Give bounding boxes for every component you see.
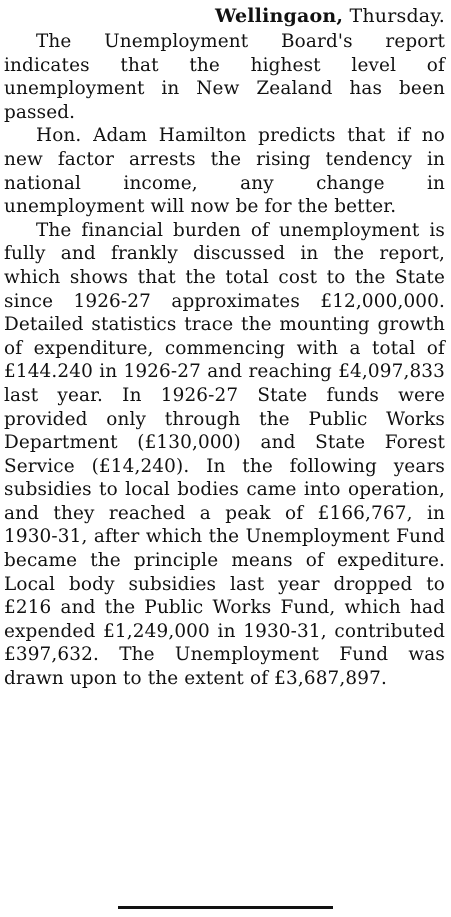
news-article bbox=[4, 0, 445, 691]
paragraph-financial-burden: The financial burden of unemployment is fully and frankly discussed in the report, which shows that the total cost to the State since 1926-27 approximates £12,000,000. Detailed statistics trace the mounting growth of expenditure, commencing with a total of £144.240 in 1926-27 and reaching £4,097,833 last year. In 1926-27 State funds were provided only through the Public Works Department (£130,000) and State Forest Service (£14,240). In the following years subsidies to local bodies came into operation, and they reached a peak of £166,767, in 1930-31, after which the Unemployment Fund became the principle means of expediture. Local body subsidies last year dropped to £216 and the Public Works Fund, which had expended £1,249,000 in 1930-31, contributed £397,632. The Unemployment Fund was drawn upon to the extent of £3,687,897. bbox=[4, 219, 445, 690]
end-of-article-rule bbox=[118, 906, 333, 909]
dateline bbox=[4, 0, 445, 30]
dateline-place: Wellingaon, bbox=[214, 5, 344, 27]
paragraph-hamilton-prediction: Hon. Adam Hamilton predicts that if no new factor arrests the rising tendency in national income, any change in unemployment will now be for the better. bbox=[4, 125, 445, 218]
dateline-day: Thursday. bbox=[349, 5, 445, 27]
paragraph-board-report: The Unemployment Board's report indicates that the highest level of unemployment in New Zealand has been passed. bbox=[4, 31, 445, 123]
